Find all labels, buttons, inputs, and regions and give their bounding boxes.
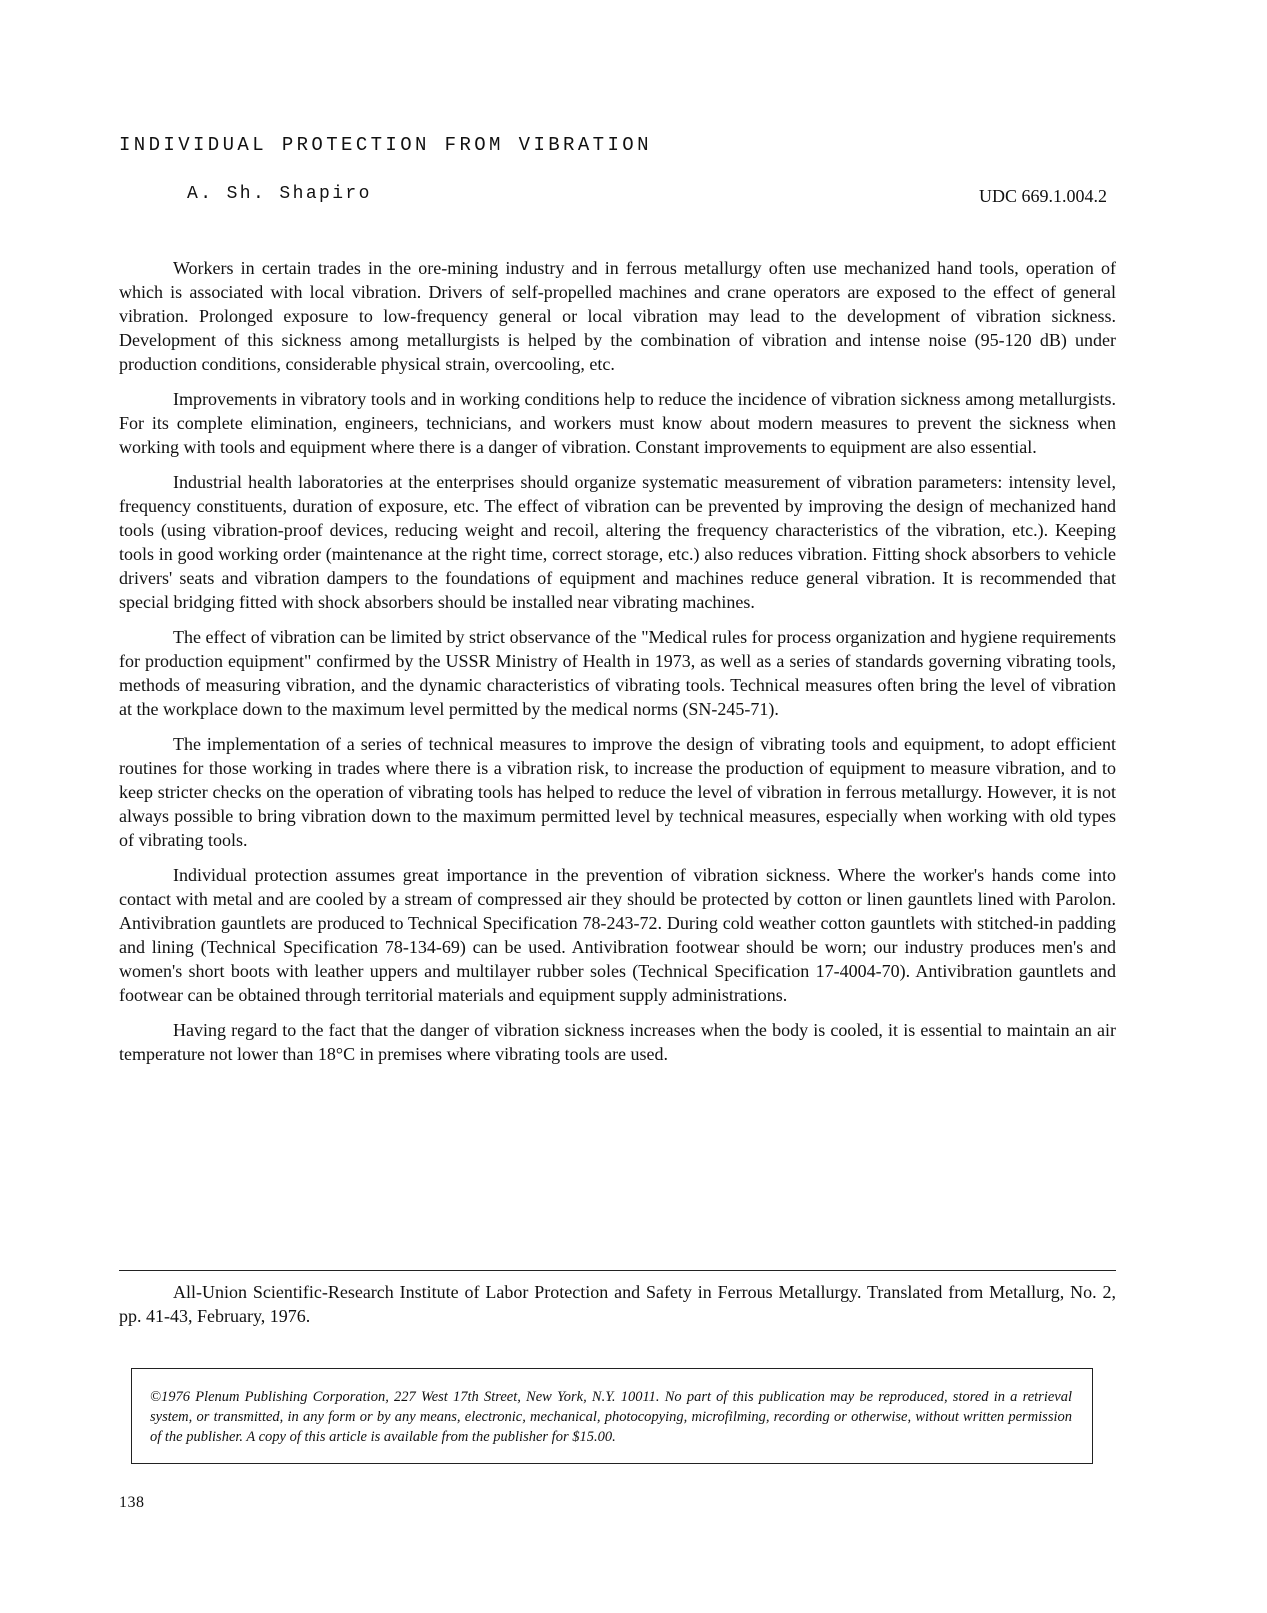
affiliation-note: All-Union Scientific-Research Institute of Labor Protection and Safety in Ferrous Metallurgy. Translated from Metallurg, No. 2, pp. 41-43, February, 1976. (119, 1282, 1116, 1326)
udc-code: UDC 669.1.004.2 (978, 186, 1107, 206)
copyright-box (131, 1368, 1093, 1464)
paragraph-6: Individual protection assumes great importance in the prevention of vibration sickness. Where the worker's hands come into contact with metal and are cooled by a stream of compressed air they should be protected by cotton or linen gauntlets lined with Parolon. Antivibration gauntlets are produced to Technical Specification 78-243-72. During cold weather cotton gauntlets with stitched-in padding and lining (Technical Specification 78-134-69) can be used. Antivibration footwear should be worn; our industry produces men's and women's short boots with leather uppers and multilayer rubber soles (Technical Specification 17-4004-70). Antivibration gauntlets and footwear can be obtained through territorial materials and equipment supply administrations. (119, 865, 1116, 1005)
article-title: INDIVIDUAL PROTECTION FROM VIBRATION (119, 134, 652, 156)
paragraph-3: Industrial health laboratories at the enterprises should organize systematic measurement of vibration parameters: intensity level, frequency constituents, duration of exposure, etc. The effect of vibration can be prevented by improving the design of mechanized hand tools (using vibration-proof devices, reducing weight and recoil, altering the frequency characteristics of the vibration, etc.). Keeping tools in good working order (maintenance at the right time, correct storage, etc.) also reduces vibration. Fitting shock absorbers to vehicle drivers' seats and vibration dampers to the foundations of equipment and machines reduce general vibration. It is recommended that special bridging fitted with shock absorbers should be installed near vibrating machines. (119, 472, 1116, 612)
paragraph-7: Having regard to the fact that the danger of vibration sickness increases when the body is cooled, it is essential to maintain an air temperature not lower than 18°C in premises where vibrating tools are used. (119, 1020, 1116, 1064)
paragraph-1: Workers in certain trades in the ore-mining industry and in ferrous metallurgy often use mechanized hand tools, operation of which is associated with local vibration. Drivers of self-propelled machines and crane operators are exposed to the effect of general vibration. Prolonged exposure to low-frequency general or local vibration may lead to the development of vibration sickness. Development of this sickness among metallurgists is helped by the combination of vibration and intense noise (95-120 dB) under production conditions, considerable physical strain, overcooling, etc. (119, 258, 1116, 374)
paragraph-2: Improvements in vibratory tools and in working conditions help to reduce the incidence of vibration sickness among metallurgists. For its complete elimination, engineers, technicians, and workers must know about modern measures to prevent the sickness when working with tools and equipment where there is a danger of vibration. Constant improvements to equipment are also essential. (119, 389, 1116, 457)
paragraph-5: The implementation of a series of technical measures to improve the design of vibrating tools and equipment, to adopt efficient routines for those working in trades where there is a vibration risk, to increase the production of equipment to measure vibration, and to keep stricter checks on the operation of vibrating tools has helped to reduce the level of vibration in ferrous metallurgy. However, it is not always possible to bring vibration down to the maximum permitted level by technical measures, especially when working with old types of vibrating tools. (119, 734, 1116, 850)
paragraph-4: The effect of vibration can be limited by strict observance of the "Medical rules for process organization and hygiene requirements for production equipment" confirmed by the USSR Ministry of Health in 1973, as well as a series of standards governing vibrating tools, methods of measuring vibration, and the dynamic characteristics of vibrating tools. Technical measures often bring the level of vibration at the workplace down to the maximum level permitted by the medical norms (SN-245-71). (119, 627, 1116, 719)
article-author: A. Sh. Shapiro (187, 184, 372, 204)
footnote-divider (119, 1270, 1116, 1271)
copyright-text: ©1976 Plenum Publishing Corporation, 227 West 17th Street, New York, N.Y. 10011. No part of this publication may be reproduced, stored in a retrieval system, or transmitted, in any form or by any means, electronic, mechanical, photocopying, microfilming, recording or otherwise, without written permission of the publisher. A copy of this article is available from the publisher for $15.00. (150, 1389, 1072, 1445)
page-number: 138 (119, 1494, 145, 1511)
article-body (119, 256, 1116, 1077)
